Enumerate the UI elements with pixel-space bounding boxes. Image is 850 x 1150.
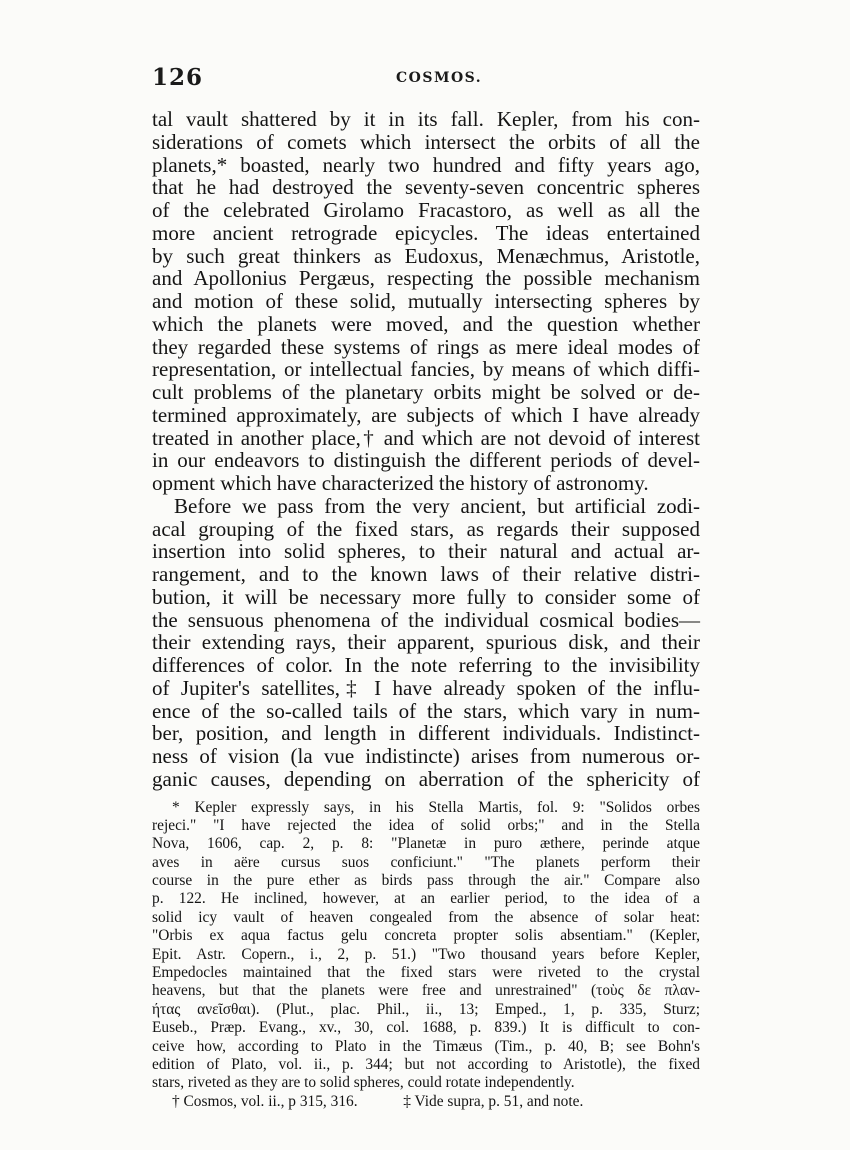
text-line: treated in another place,† and which are not devoid of interest [152, 425, 700, 450]
footnote-line: ήτας ανεῖσθαι). (Plut., plac. Phil., ii., 13; Emped., 1, p. 335, Sturz; [152, 1000, 700, 1018]
text-line: more ancient retrograde epicycles. The ideas entertained [152, 220, 700, 245]
footnote-line: p. 122. He inclined, however, at an earlier period, to the idea of a [152, 890, 700, 908]
footnote-line: aves in aëre cursus suos conficiunt." "The planets perform their [152, 853, 700, 871]
text-line: cult problems of the planetary orbits might be solved or de- [152, 380, 700, 404]
text-line: ber, position, and length in different individuals. Indistinct- [152, 721, 700, 746]
text-line: and Apollonius Pergæus, respecting the possible mechanism [152, 266, 700, 291]
text-line: they regarded these systems of rings as mere ideal modes of [152, 334, 700, 359]
footnote-line: heavens, but that the planets were free and unrestrained" (τοὺς δε πλαν- [152, 982, 700, 1000]
text-line: that he had destroyed the seventy-seven concentric spheres [152, 175, 700, 200]
footnote-line: edition of Plato, vol. ii., p. 344; but not according to Aristotle), the fixed [152, 1055, 700, 1073]
text-line: planets,* boasted, nearly two hundred and fifty years ago, [152, 152, 700, 177]
text-line: representation, or intellectual fancies, by means of which diffi- [152, 357, 700, 382]
text-line: insertion into solid spheres, to their natural and actual ar- [152, 539, 700, 564]
footnote-line: course in the pure ether as birds pass through the air." Compare also [152, 872, 700, 890]
footnote-line: Empedocles maintained that the fixed stars were riveted to the crystal [152, 964, 700, 982]
footnote-line: "Orbis ex aqua factus gelu concreta propter solis absentiam." (Kepler, [152, 927, 700, 945]
page-number: 126 [152, 64, 204, 91]
text-line: in our endeavors to distinguish the different periods of devel- [152, 448, 700, 473]
running-title: COSMOS. [396, 70, 483, 86]
text-line: ence of the so-called tails of the stars, which vary in num- [152, 698, 700, 723]
text-line: siderations of comets which intersect the orbits of all the [152, 129, 700, 154]
footnote-line: rejeci." "I have rejected the idea of solid orbs;" and in the Stella [152, 816, 700, 834]
footnote-references [152, 1093, 700, 1111]
text-line: and motion of these solid, mutually intersecting spheres by [152, 289, 700, 313]
text-line: ness of vision (la vue indistincte) arises from numerous or- [152, 744, 700, 768]
text-line: differences of color. In the note referring to the invisibility [152, 653, 700, 677]
footnote-line: Nova, 1606, cap. 2, p. 8: "Planetæ in puro æthere, perinde atque [152, 835, 700, 853]
text-line: Before we pass from the very ancient, but artificial zodi- [174, 493, 700, 518]
footnote-line: solid icy vault of heaven congealed from the absence of solar heat: [152, 908, 700, 926]
text-line: ganic causes, depending on aberration of the sphericity of [152, 766, 700, 791]
page-body [152, 108, 700, 1111]
footnote-line: stars, riveted as they are to solid spheres, could rotate independently. [152, 1074, 575, 1092]
text-line: of Jupiter's satellites,‡ I have already spoken of the influ- [152, 675, 700, 700]
text-line: acal grouping of the fixed stars, as regards their supposed [152, 516, 700, 541]
footnote-line: ceive how, according to Plato in the Timæus (Tim., p. 40, B; see Bohn's [152, 1037, 700, 1055]
text-line: by such great thinkers as Eudoxus, Menæchmus, Aristotle, [152, 243, 700, 268]
main-text [152, 108, 700, 791]
text-line: their extending rays, their apparent, spurious disk, and their [152, 630, 700, 655]
footnote-dagger: † Cosmos, vol. ii., p 315, 316. [172, 1092, 358, 1110]
text-line: opment which have characterized the history of astronomy. [152, 471, 649, 495]
text-line: rangement, and to the known laws of their relative distri- [152, 562, 700, 586]
text-line: the sensuous phenomena of the individual cosmical bodies— [152, 607, 700, 632]
footnote-line: * Kepler expressly says, in his Stella Martis, fol. 9: "Solidos orbes [172, 798, 700, 816]
text-line: tal vault shattered by it in its fall. Kepler, from his con- [152, 107, 700, 131]
page-header [152, 64, 700, 94]
text-line: of the celebrated Girolamo Fracastoro, as well as all the [152, 198, 700, 222]
footnote-line: Epit. Astr. Copern., i., 2, p. 51.) "Two thousand years before Kepler, [152, 945, 700, 963]
text-line: bution, it will be necessary more fully to consider some of [152, 584, 700, 609]
text-line: termined approximately, are subjects of which I have already [152, 402, 700, 427]
footnotes [152, 799, 700, 1112]
text-line: which the planets were moved, and the question whether [152, 311, 700, 336]
footnote-double-dagger: ‡ Vide supra, p. 51, and note. [403, 1092, 584, 1110]
footnote-line: Euseb., Præp. Evang., xv., 30, col. 1688, p. 839.) It is difficult to con- [152, 1019, 700, 1037]
